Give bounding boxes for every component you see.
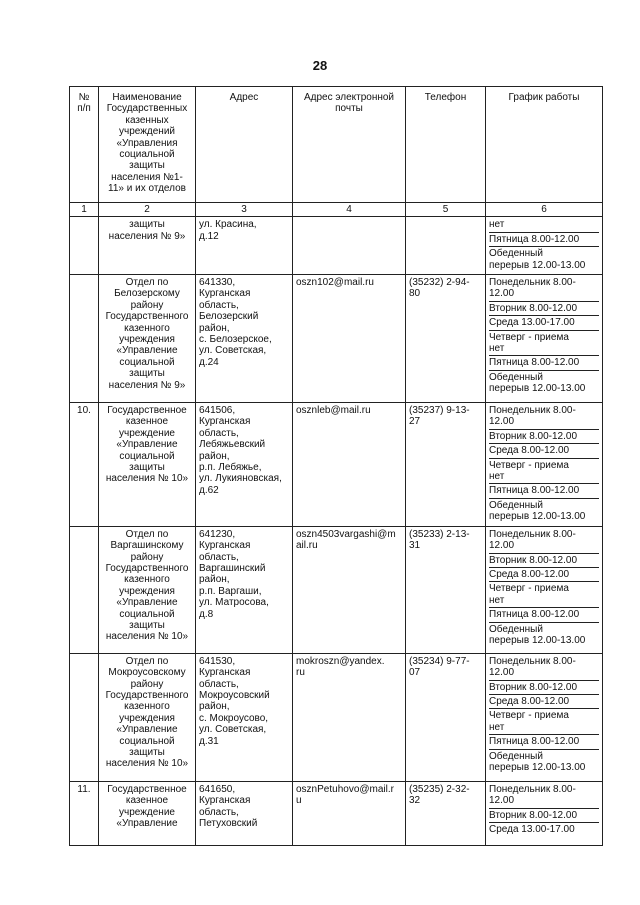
address-line: Лебяжьевский <box>199 439 266 451</box>
schedule-line: перерыв 12.00-13.00 <box>489 511 586 523</box>
institution-name-line: социальной <box>119 735 175 747</box>
institution-name-cell <box>99 275 196 403</box>
institution-name-line: казенного <box>124 574 170 586</box>
phone-cell <box>406 781 486 845</box>
address-line: Варгашинский <box>199 562 266 574</box>
institution-name-line: учреждения <box>119 712 175 724</box>
table-row <box>70 781 603 845</box>
institution-name-line: Мокроусовскому <box>108 667 186 679</box>
institution-name-line: району <box>130 678 164 690</box>
email-cell <box>293 653 406 781</box>
email-cell <box>293 275 406 403</box>
column-numbers-row <box>70 203 603 217</box>
header-line: Адрес электронной <box>303 92 395 103</box>
column-number: 5 <box>406 203 486 217</box>
schedule-line: Четверг - приема <box>489 458 599 471</box>
institution-name-cell <box>99 526 196 653</box>
address-line: область, <box>199 427 239 439</box>
schedule-line: перерыв 12.00-13.00 <box>489 383 586 395</box>
address-line: Курганская <box>199 540 251 552</box>
column-number: 2 <box>99 203 196 217</box>
phone-cell <box>406 526 486 653</box>
email-cell <box>293 526 406 653</box>
schedule-line: нет <box>489 219 505 231</box>
address-line: д.12 <box>199 230 219 242</box>
work-schedule-cell <box>486 217 603 275</box>
schedule-line: нет <box>489 471 505 483</box>
address-cell <box>196 781 293 845</box>
email-line: osznPetuhovo@mail.r <box>296 783 394 795</box>
schedule-line: Понедельник 8.00- <box>489 528 576 540</box>
institution-name-line: Государственного <box>105 562 189 574</box>
phone-cell <box>406 217 486 275</box>
address-line: Курганская <box>199 416 251 428</box>
column-number: 4 <box>293 203 406 217</box>
institution-name-line: «Управление <box>116 439 178 451</box>
institution-name-line: району <box>130 551 164 563</box>
institution-name-line: учреждение <box>119 806 175 818</box>
address-line: д.8 <box>199 608 214 620</box>
table-row <box>70 526 603 653</box>
phone-cell <box>406 275 486 403</box>
schedule-line: Пятница 8.00-12.00 <box>489 607 599 620</box>
row-number <box>70 653 99 781</box>
institution-name-line: социальной <box>119 356 175 368</box>
row-number <box>70 217 99 275</box>
address-line: Курганская <box>199 795 251 807</box>
institutions-table <box>69 86 603 846</box>
address-line: Мокроусовский <box>199 689 270 701</box>
address-line: район, <box>199 701 230 713</box>
institution-name-line: Государственного <box>105 689 189 701</box>
email-line: ail.ru <box>296 540 318 552</box>
schedule-line: Понедельник 8.00- <box>489 655 576 667</box>
address-line: Курганская <box>199 288 251 300</box>
schedule-line: Среда 8.00-12.00 <box>489 443 599 456</box>
schedule-line: Пятница 8.00-12.00 <box>489 734 599 747</box>
header-line: № <box>78 92 90 103</box>
address-line: район, <box>199 322 230 334</box>
table-body <box>70 217 603 845</box>
header-line: Адрес <box>229 92 259 103</box>
address-line: район, <box>199 574 230 586</box>
schedule-line: Понедельник 8.00- <box>489 783 576 795</box>
institution-name-line: «Управление <box>116 724 178 736</box>
address-line: с. Белозерское, <box>199 334 272 346</box>
schedule-line: нет <box>489 343 505 355</box>
address-line: д.31 <box>199 735 219 747</box>
phone-line: (35232) 2-94- <box>409 277 470 289</box>
schedule-line: перерыв 12.00-13.00 <box>489 259 586 271</box>
header-line: Государственных <box>106 103 188 115</box>
header-line: населения №1- <box>111 171 183 183</box>
work-schedule-cell <box>486 526 603 653</box>
schedule-line: Обеденный <box>489 498 599 511</box>
institution-name-line: населения № 9» <box>108 379 186 391</box>
header-line: учреждений <box>118 126 175 138</box>
schedule-line: Обеденный <box>489 749 599 762</box>
email-line: mokroszn@yandex. <box>296 655 385 667</box>
institution-name-line: учреждение <box>119 427 175 439</box>
schedule-line: Пятница 8.00-12.00 <box>489 483 599 496</box>
address-line: область, <box>199 806 239 818</box>
address-line: д.62 <box>199 484 219 496</box>
institution-name-line: Отдел по <box>125 655 169 667</box>
address-cell <box>196 526 293 653</box>
header-email <box>293 87 406 203</box>
row-number <box>70 275 99 403</box>
institution-name-line: населения № 9» <box>108 230 186 242</box>
email-cell <box>293 403 406 527</box>
row-number: 10. <box>70 403 99 527</box>
header-line: казенных <box>125 114 169 126</box>
header-line: 11» и их отделов <box>108 183 186 195</box>
table-row <box>70 217 603 275</box>
email-line: u <box>296 795 302 807</box>
address-line: 641230, <box>199 528 236 540</box>
table-row <box>70 403 603 527</box>
institution-name-line: «Управление <box>116 817 178 829</box>
institution-name-line: защиты <box>129 219 165 231</box>
institution-name-line: учреждения <box>119 585 175 597</box>
institution-name-line: Государственное <box>107 783 187 795</box>
column-number: 3 <box>196 203 293 217</box>
schedule-line: Вторник 8.00-12.00 <box>489 429 599 442</box>
email-line: ru <box>296 667 305 679</box>
header-line: социальной <box>119 149 175 161</box>
address-line: Белозерский <box>199 311 259 323</box>
table-row <box>70 653 603 781</box>
schedule-line: Понедельник 8.00- <box>489 277 576 289</box>
address-line: ул. Красина, <box>199 219 257 231</box>
email-line: osznleb@mail.ru <box>296 405 371 417</box>
institution-name-line: населения № 10» <box>105 631 189 643</box>
institution-name-line: защиты <box>129 619 165 631</box>
header-no <box>70 87 99 203</box>
institution-name-cell <box>99 217 196 275</box>
institution-name-line: «Управление <box>116 597 178 609</box>
address-line: 641330, <box>199 277 236 289</box>
schedule-line: Четверг - приема <box>489 708 599 721</box>
header-line: почты <box>335 103 363 115</box>
address-line: ул. Матросова, <box>199 597 269 609</box>
institution-name-cell <box>99 653 196 781</box>
address-cell <box>196 217 293 275</box>
phone-line: 31 <box>409 540 421 552</box>
institution-name-line: району <box>130 299 164 311</box>
work-schedule-cell <box>486 275 603 403</box>
header-name <box>99 87 196 203</box>
schedule-line: Четверг - приема <box>489 330 599 343</box>
institution-name-line: населения № 10» <box>105 473 189 485</box>
header-line: Телефон <box>424 92 467 103</box>
schedule-line: Четверг - приема <box>489 581 599 594</box>
institution-name-line: Отдел по <box>125 277 169 289</box>
schedule-line: 12.00 <box>489 667 515 679</box>
address-line: Курганская <box>199 667 251 679</box>
phone-line: 07 <box>409 667 421 679</box>
schedule-line: Пятница 8.00-12.00 <box>489 232 599 245</box>
schedule-line: Обеденный <box>489 622 599 635</box>
address-line: ул. Советская, <box>199 724 267 736</box>
phone-line: (35233) 2-13- <box>409 528 470 540</box>
address-cell <box>196 275 293 403</box>
address-line: р.п. Варгаши, <box>199 585 262 597</box>
schedule-line: перерыв 12.00-13.00 <box>489 761 586 773</box>
institution-name-line: Отдел по <box>125 528 169 540</box>
address-line: д.24 <box>199 356 219 368</box>
header-hours <box>486 87 603 203</box>
row-number <box>70 526 99 653</box>
phone-line: (35237) 9-13- <box>409 405 470 417</box>
address-line: область, <box>199 551 239 563</box>
institution-name-line: Белозерскому <box>114 288 180 300</box>
work-schedule-cell <box>486 653 603 781</box>
header-line: «Управления <box>116 137 178 149</box>
schedule-line: 12.00 <box>489 288 515 300</box>
schedule-line: нет <box>489 721 505 733</box>
schedule-line: Вторник 8.00-12.00 <box>489 553 599 566</box>
schedule-line: Вторник 8.00-12.00 <box>489 301 599 314</box>
column-number: 6 <box>486 203 603 217</box>
schedule-line: Обеденный <box>489 370 599 383</box>
phone-line: (35235) 2-32- <box>409 783 470 795</box>
work-schedule-cell <box>486 781 603 845</box>
header-line: Наименование <box>112 92 182 103</box>
schedule-line: 12.00 <box>489 416 515 428</box>
schedule-line: Среда 13.00-17.00 <box>489 822 599 835</box>
institution-name-line: казенное <box>125 795 169 807</box>
page-number: 28 <box>312 58 328 73</box>
schedule-line: Вторник 8.00-12.00 <box>489 680 599 693</box>
institution-name-line: защиты <box>129 368 165 380</box>
phone-cell <box>406 653 486 781</box>
email-cell <box>293 781 406 845</box>
email-line: oszn102@mail.ru <box>296 277 374 289</box>
phone-line: 32 <box>409 795 421 807</box>
schedule-line: Обеденный <box>489 246 599 259</box>
schedule-line: перерыв 12.00-13.00 <box>489 634 586 646</box>
institution-name-cell <box>99 403 196 527</box>
header-row <box>70 87 603 203</box>
header-line: п/п <box>77 103 91 115</box>
address-line: область, <box>199 678 239 690</box>
address-line: область, <box>199 299 239 311</box>
institution-name-line: Варгашинскому <box>110 540 184 552</box>
header-line: График работы <box>508 92 580 103</box>
institution-name-cell <box>99 781 196 845</box>
column-number: 1 <box>70 203 99 217</box>
address-line: 641650, <box>199 783 236 795</box>
schedule-line: 12.00 <box>489 795 515 807</box>
address-line: 641530, <box>199 655 236 667</box>
header-phone <box>406 87 486 203</box>
email-cell <box>293 217 406 275</box>
schedule-line: Среда 8.00-12.00 <box>489 567 599 580</box>
schedule-line: Пятница 8.00-12.00 <box>489 355 599 368</box>
address-line: район, <box>199 450 230 462</box>
schedule-line: нет <box>489 594 505 606</box>
institution-name-line: населения № 10» <box>105 758 189 770</box>
address-cell <box>196 653 293 781</box>
address-line: ул. Советская, <box>199 345 267 357</box>
phone-line: 80 <box>409 288 421 300</box>
address-line: ул. Лукияновская, <box>199 473 282 485</box>
schedule-line: Среда 8.00-12.00 <box>489 694 599 707</box>
header-line: защиты <box>129 160 165 172</box>
institution-name-line: Государственное <box>107 405 187 417</box>
institution-name-line: защиты <box>129 462 165 474</box>
institution-name-line: «Управление <box>116 345 178 357</box>
address-line: р.п. Лебяжье, <box>199 462 262 474</box>
institution-name-line: социальной <box>119 608 175 620</box>
address-cell <box>196 403 293 527</box>
institution-name-line: учреждения <box>119 334 175 346</box>
address-line: 641506, <box>199 405 236 417</box>
schedule-line: 12.00 <box>489 540 515 552</box>
institution-name-line: казенное <box>125 416 169 428</box>
header-address <box>196 87 293 203</box>
institution-name-line: Государственного <box>105 311 189 323</box>
address-line: с. Мокроусово, <box>199 712 269 724</box>
institution-name-line: казенного <box>124 701 170 713</box>
institution-name-line: социальной <box>119 450 175 462</box>
email-line: oszn4503vargashi@m <box>296 528 396 540</box>
schedule-line: Вторник 8.00-12.00 <box>489 808 599 821</box>
phone-line: 27 <box>409 416 421 428</box>
phone-cell <box>406 403 486 527</box>
schedule-line: Среда 13.00-17.00 <box>489 315 599 328</box>
schedule-line: Понедельник 8.00- <box>489 405 576 417</box>
address-line: Петуховский <box>199 817 258 829</box>
institution-name-line: защиты <box>129 746 165 758</box>
phone-line: (35234) 9-77- <box>409 655 470 667</box>
institution-name-line: казенного <box>124 322 170 334</box>
row-number: 11. <box>70 781 99 845</box>
table-row <box>70 275 603 403</box>
work-schedule-cell <box>486 403 603 527</box>
